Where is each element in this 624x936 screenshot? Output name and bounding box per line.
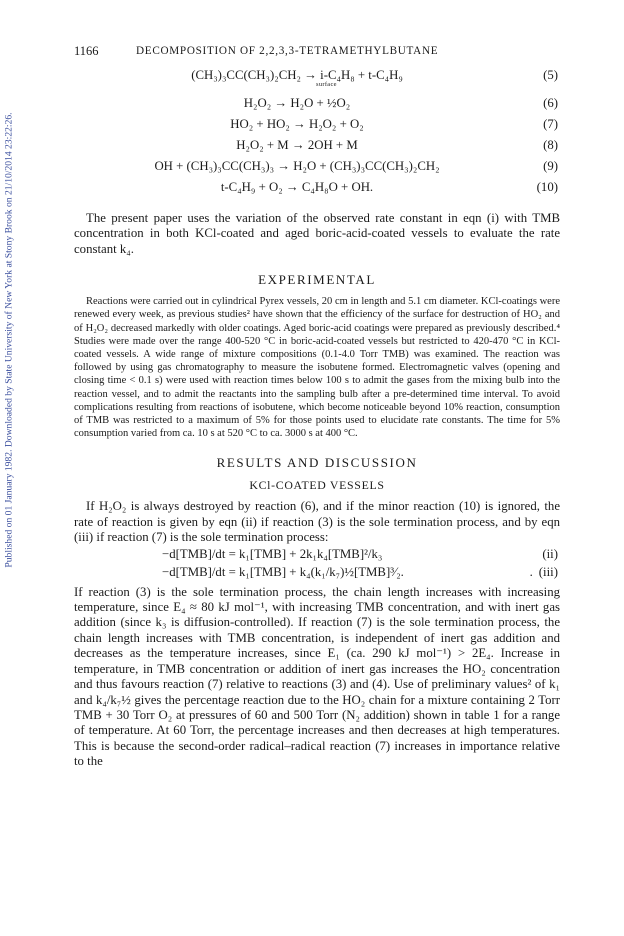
reaction-6	[74, 94, 560, 115]
equation-ii	[74, 546, 560, 564]
equation-dot: .	[529, 564, 533, 579]
reaction-number: (6)	[543, 96, 558, 110]
reaction-expr: t-C₄H₉ + O₂ → C₄H₈O + OH.	[220, 180, 374, 194]
experimental-paragraph: Reactions were carried out in cylindrical Pyrex vessels, 20 cm in length and 5.1 cm diameter. KCl-coatings were renewed every week, as previous studies² have shown that the efficiency of the surface for destruction of HO₂ and of H₂O₂ decreased markedly with older coatings. Aged boric-acid coatings were prepared as previously described.⁴ Studies were made over the range 400-520 °C in boric-acid-coated vessels but restricted to 420-470 °C in KCl-coated vessels. A wide range of mixture compositions (0.1-4.0 Torr TMB) was examined. The reaction was followed by using gas chromatography to measure the isobutene formed. Electromagnetic valves (opening and closing time < 0.1 s) were used with reaction times below 100 s to admit the gases from the mixing bulb into the reaction vessel, and to admit the reactants into the sampling bulb after a pre-determined time interval. To avoid complications resulting from reactions of isobutene, which become noticeable beyond 10% reaction, consumption of TMB was restricted to a maximum of 5% for those points used to elucidate rate constants. The time for 5% consumption varied from ca. 10 s at 520 °C to ca. 3000 s at 400 °C.	[74, 296, 560, 440]
reaction-expr: OH + (CH₃)₃CC(CH₃)₃ → H₂O + (CH₃)₃CC(CH₃)₂CH₂	[154, 159, 440, 173]
journal-page	[74, 44, 560, 770]
results-paragraph-1: If H₂O₂ is always destroyed by reaction (6), and if the minor reaction (10) is ignored, the rate of reaction is given by eqn (ii) if reaction (3) is the sole termination process, and by eqn (iii) if reaction (7) is the sole termination process:	[74, 499, 560, 545]
equation-number-wrap	[530, 565, 558, 580]
running-title: DECOMPOSITION OF 2,2,3,3-TETRAMETHYLBUTANE	[136, 45, 439, 57]
equation-expr: −d[TMB]/dt = k₁[TMB] + 2k₁k₄[TMB]²/k₃	[162, 546, 383, 561]
reaction-number: (9)	[543, 159, 558, 173]
equation-expr: −d[TMB]/dt = k₁[TMB] + k₄(k₁/k₇)½[TMB]³⁄₂.	[162, 564, 404, 579]
reaction-8	[74, 136, 560, 157]
page-number: 1166	[74, 44, 99, 58]
download-stamp	[2, 70, 16, 610]
reaction-scheme	[74, 66, 560, 199]
kcl-subheading: KCl-COATED VESSELS	[249, 478, 385, 493]
results-paragraph-2: If reaction (3) is the sole termination process, the chain length increases with increasing temperature, since E₄ ≈ 80 kJ mol⁻¹, with increasing TMB concentration, and with inert gas addition (since k₃ is diffusion-controlled). If reaction (7) is the sole termination process, the chain length increases with TMB concentration, is independent of inert gas addition and decreases as the temperature increases, since E₁ (ca. 290 kJ mol⁻¹) > 2E₄. Increase in temperature, in TMB concentration or addition of inert gas increases the HO₂ concentration and thus favours reaction (7) relative to reactions (3) and (4). Use of preliminary values² of k₁ and k₄/k₇½ gives the percentage reaction due to the HO₂ chain for a mixture containing 2 Torr TMB + 30 Torr O₂ at pressures of 60 and 500 Torr (N₂ addition) shown in table 1 for a range of temperature. At 60 Torr, the percentage increases and then decreases at high temperatures. This is because the second-order radical–radical reaction (7) increases in importance relative to the	[74, 584, 560, 769]
intro-paragraph: The present paper uses the variation of the observed rate constant in eqn (i) with TMB concentration in both KCl-coated and aged boric-acid-coated vessels to evaluate the rate constant k₄.	[74, 211, 560, 256]
reaction-number: (5)	[543, 68, 558, 82]
reaction-7	[74, 115, 560, 136]
equation-number: (ii)	[542, 546, 558, 561]
reaction-number: (7)	[543, 117, 558, 131]
surface-annotation: surface	[316, 81, 337, 88]
reaction-10	[74, 178, 560, 199]
download-stamp-text: Published on 01 January 1982. Downloaded by State University of New York at Stony Brook on 21/10/2014 23:22:26.	[3, 112, 15, 568]
reaction-expr: HO₂ + HO₂ → H₂O₂ + O₂	[230, 117, 364, 131]
equation-number: (iii)	[538, 564, 558, 579]
reaction-5	[74, 66, 560, 94]
reaction-number: (10)	[536, 180, 558, 194]
experimental-heading: EXPERIMENTAL	[258, 272, 376, 288]
reaction-expr: (CH₃)₃CC(CH₃)₂CH₂ → i-C₄H₈ + t-C₄H₉	[191, 68, 403, 82]
results-heading: RESULTS AND DISCUSSION	[216, 455, 418, 471]
reaction-expr: H₂O₂ + M → 2OH + M	[236, 138, 358, 152]
page-header	[74, 44, 560, 62]
reaction-expr: H₂O₂ → H₂O + ½O₂	[243, 96, 351, 110]
equation-iii	[74, 564, 560, 582]
reaction-number: (8)	[543, 138, 558, 152]
reaction-9	[74, 157, 560, 178]
